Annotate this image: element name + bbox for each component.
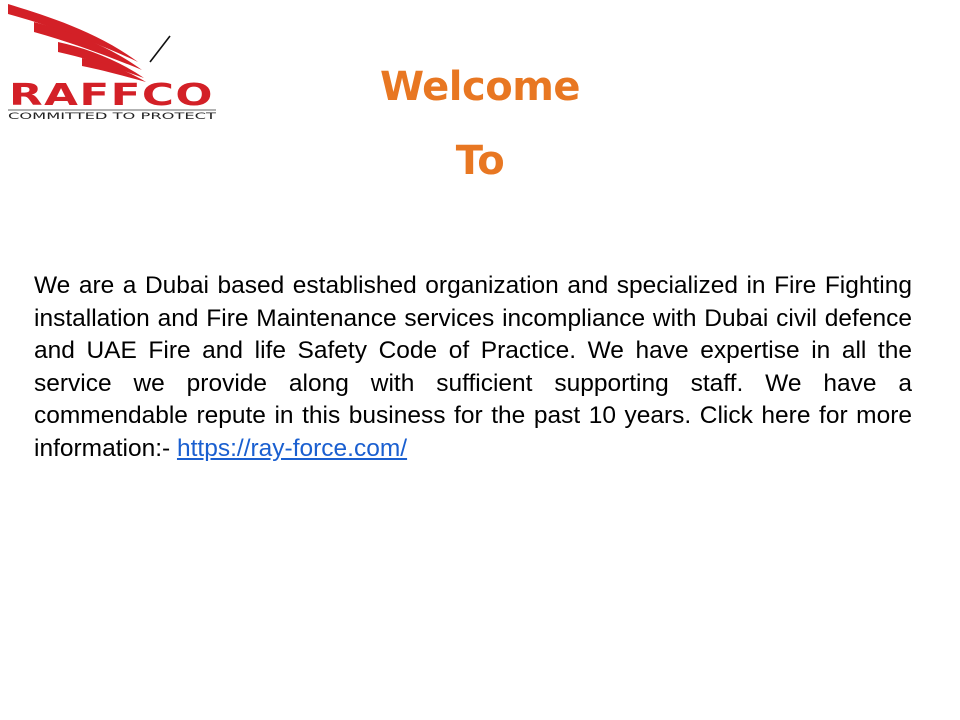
slash-divider: [150, 36, 170, 62]
welcome-heading: [330, 50, 630, 198]
website-link[interactable]: https://ray-force.com/: [176, 434, 408, 462]
welcome-heading-line2: To: [455, 138, 505, 184]
company-logo: [0, 0, 230, 125]
logo-brand-text: RAFFCO: [9, 78, 214, 113]
raffco-logo-graphic: [0, 0, 230, 125]
welcome-heading-line1: Welcome: [379, 64, 581, 110]
wing-icon: [8, 4, 146, 82]
about-paragraph: [34, 270, 912, 465]
about-text: We are a Dubai based established organization and specialized in Fire Fighting installation and Fire Maintenance services incompliance with Dubai civil defence and UAE Fire and life Safety Code of Practice. We have expertise in all the service we provide along with sufficient supporting staff. We have a commendable repute in this business for the past 10 years. Click here for more information:-: [34, 272, 912, 462]
logo-tagline: COMMITTED TO PROTECT: [8, 112, 218, 122]
